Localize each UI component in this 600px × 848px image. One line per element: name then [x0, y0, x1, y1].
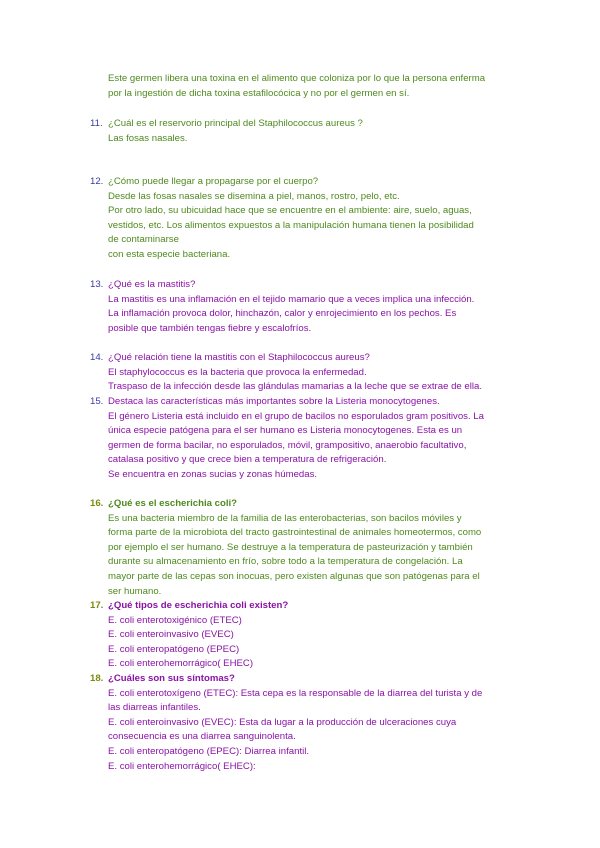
- question-text: ¿Cuáles son sus síntomas?: [108, 673, 235, 684]
- question-text: ¿Qué es el escherichia coli?: [108, 498, 238, 509]
- question-number: 16.: [90, 498, 104, 509]
- answer-line: Las fosas nasales.: [108, 132, 188, 144]
- answer-line: El género Listeria está incluido en el grupo de bacilos no esporulados gram positivos. La: [108, 410, 484, 422]
- answer-line: E. coli enterotoxigénico (ETEC): [108, 614, 242, 626]
- question-17: [90, 599, 530, 672]
- answer-line: única especie patógena para el ser humano es Listeria monocytogenes. Esta es un: [108, 425, 463, 437]
- question-18: [90, 672, 530, 774]
- question-16: [90, 497, 530, 599]
- question-14: [90, 351, 530, 395]
- question-number: 17.: [90, 600, 104, 611]
- answer-line: catalasa positivo y que crece bien a temperatura de refrigeración.: [108, 454, 387, 466]
- answer-line: Desde las fosas nasales se disemina a piel, manos, rostro, pelo, etc.: [108, 190, 400, 202]
- answer-line: E. coli enteroinvasivo (EVEC): [108, 629, 234, 641]
- answer-line: E. coli enteropatógeno (EPEC): [108, 643, 240, 655]
- answer-line: E. coli enterohemorrágico( EHEC):: [108, 760, 256, 772]
- answer-line: Se encuentra en zonas sucias y zonas húmedas.: [108, 468, 318, 480]
- answer-line: consecuencia es una diarrea sanguinolenta.: [108, 731, 296, 743]
- answer-line: E. coli enterotoxígeno (ETEC): Esta cepa es la responsable de la diarrea del turista y de: [108, 687, 483, 699]
- answer-line: Es una bacteria miembro de la familia de las enterobacterias, son bacilos móviles y: [108, 512, 462, 524]
- intro-line: por la ingestión de dicha toxina estafilocócica y no por el germen en sí.: [108, 87, 410, 99]
- answer-line: vestidos, etc. Los alimentos expuestos a la manipulación humana tienen la posibilidad: [108, 219, 474, 231]
- answer-line: La mastitis es una inflamación en el tejido mamario que a veces implica una infección.: [108, 293, 475, 305]
- question-number: 11.: [90, 118, 103, 129]
- answer-line: de contaminarse: [108, 234, 179, 246]
- question-text: ¿Cuál es el reservorio principal del Staphilococcus aureus ?: [108, 118, 363, 129]
- answer-line: forma parte de la microbiota del tracto gastrointestinal de animales homeotermos, como: [108, 527, 482, 539]
- answer-line: posible que también tengas fiebre y escalofríos.: [108, 322, 312, 334]
- answer-line: las diarreas infantiles.: [108, 702, 201, 714]
- answer-line: Por otro lado, su ubicuidad hace que se encuentre en el ambiente: aire, suelo, aguas,: [108, 205, 472, 217]
- answer-line: mayor parte de las cepas son inocuas, pero existen algunas que son patógenas para el: [108, 570, 480, 582]
- answer-line: E. coli enterohemorrágico( EHEC): [108, 658, 254, 670]
- answer-line: por ejemplo el ser humano. Se destruye a la temperatura de pasteurización y también: [108, 541, 473, 553]
- question-number: 12.: [90, 176, 104, 187]
- question-text: ¿Qué es la mastitis?: [108, 279, 196, 290]
- answer-line: germen de forma bacilar, no esporulados, móvil, grampositivo, anaerobio facultativo,: [108, 439, 467, 451]
- answer-line: con esta especie bacteriana.: [108, 248, 231, 260]
- question-number: 15.: [90, 396, 104, 407]
- question-text: ¿Qué tipos de escherichia coli existen?: [108, 600, 289, 611]
- question-text: ¿Cómo puede llegar a propagarse por el cuerpo?: [108, 176, 319, 187]
- intro-paragraph: [90, 72, 530, 101]
- answer-line: durante su almacenamiento en frío, sobre todo a la temperatura de congelación. La: [108, 556, 463, 568]
- answer-line: La inflamación provoca dolor, hinchazón, calor y enrojecimiento en los pechos. Es: [108, 308, 457, 320]
- question-11: [90, 117, 530, 146]
- question-text: ¿Qué relación tiene la mastitis con el Staphilococcus aureus?: [108, 352, 370, 363]
- question-number: 13.: [90, 279, 104, 290]
- question-13: [90, 278, 530, 336]
- intro-line: Este germen libera una toxina en el alimento que coloniza por lo que la persona enferma: [108, 73, 486, 84]
- answer-line: El staphylococcus es la bacteria que provoca la enfermedad.: [108, 366, 367, 378]
- question-number: 18.: [90, 673, 104, 684]
- question-12: [90, 175, 530, 263]
- answer-line: ser humano.: [108, 585, 162, 597]
- answer-line: E. coli enteropatógeno (EPEC): Diarrea infantil.: [108, 745, 310, 757]
- question-number: 14.: [90, 352, 104, 363]
- question-15: [90, 395, 530, 483]
- answer-line: E. coli enteroinvasivo (EVEC): Esta da lugar a la producción de ulceraciones cuya: [108, 716, 457, 728]
- answer-line: Traspaso de la infección desde las glándulas mamarias a la leche que se extrae de ella.: [108, 381, 483, 393]
- question-text: Destaca las características más importantes sobre la Listeria monocytogenes.: [108, 396, 440, 407]
